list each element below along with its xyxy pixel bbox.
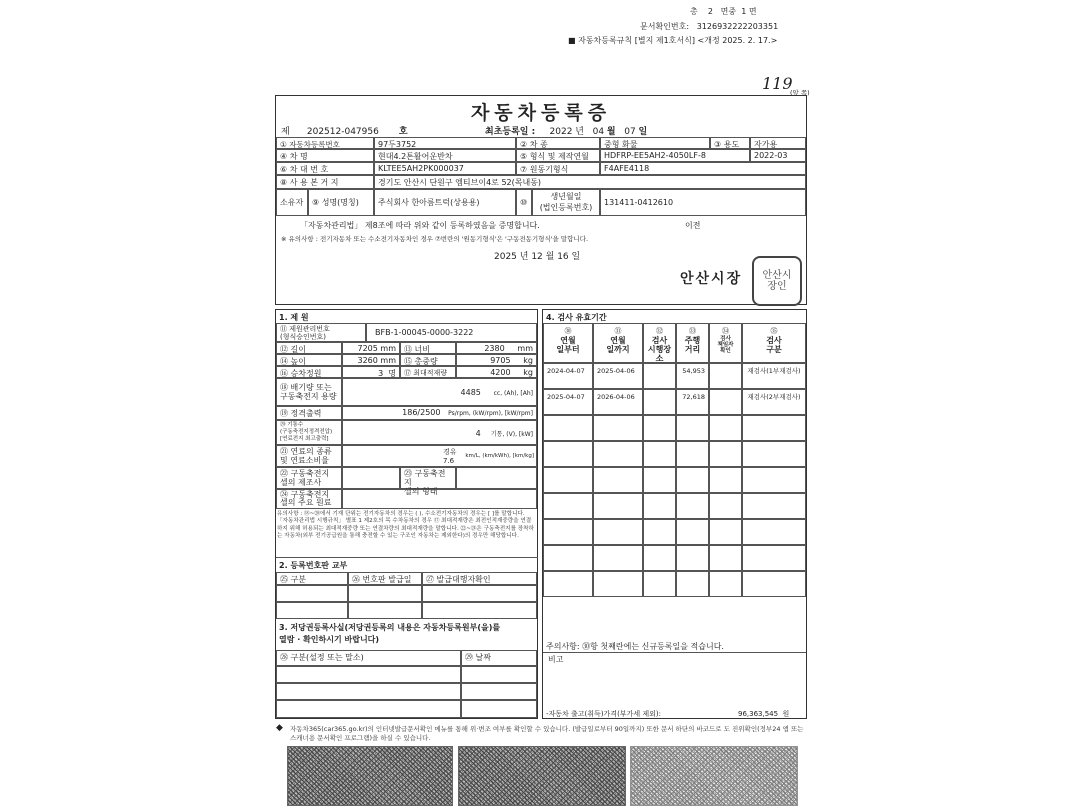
- first-reg-month: 04: [592, 127, 605, 137]
- spec-label-battery-material: ㉔ 구동축전지 셀의 주요 원료: [276, 489, 342, 509]
- plate-col-type: ㉕ 구분: [276, 572, 348, 585]
- spec-label-gross-weight: ⑮ 총중량: [400, 354, 456, 366]
- month-unit: 월: [606, 127, 616, 137]
- inspection-empty-cell: [676, 545, 709, 571]
- inspection-empty-cell: [742, 493, 806, 519]
- plate-row-1-date: [348, 585, 422, 602]
- field-value-type: 중형 화물: [600, 137, 710, 149]
- spec-value-gross-weight: [456, 354, 537, 366]
- inspection-empty-cell: [709, 519, 742, 545]
- inspection-cell-checker: [709, 363, 742, 389]
- seal-text: 안산시장인: [762, 270, 792, 292]
- max-load-unit: kg: [523, 368, 533, 377]
- inspection-empty-cell: [643, 545, 676, 571]
- inspection-empty-cell: [676, 415, 709, 441]
- spec-label-width: ⑬ 너비: [400, 342, 456, 354]
- spec-label-cylinders: ⑳ 기통수 (구동축전지정격전압) [연료전지 최고출력]: [276, 420, 342, 445]
- owner-birth-value: 131411-0412610: [600, 189, 806, 216]
- inspection-empty-cell: [676, 493, 709, 519]
- inspection-empty-cell: [643, 519, 676, 545]
- inspection-empty-cell: [643, 467, 676, 493]
- field-value-name: 현대4.2톤활어운반차: [374, 149, 516, 162]
- owner-name-label: ⑨ 성명(명칭): [308, 189, 374, 216]
- inspection-col-label: 연월 일까지: [606, 336, 630, 354]
- inspection-col-number: ㉟: [770, 327, 778, 335]
- inspection-empty-cell: [593, 545, 643, 571]
- power-unit: Ps/rpm, (kW/rpm), [kW/rpm]: [448, 410, 533, 417]
- spec-value-cylinders: [342, 420, 537, 445]
- field-value-model: HDFRP-EE5AH2-4050LF-8: [600, 149, 750, 162]
- owner-birth-label: 생년월일 (법인등록번호): [532, 189, 600, 216]
- inspection-empty-cell: [543, 467, 593, 493]
- inspection-empty-cell: [742, 441, 806, 467]
- price-unit: 원: [782, 710, 790, 718]
- fuel-efficiency: 7.6: [443, 457, 455, 465]
- inspection-empty-cell: [543, 493, 593, 519]
- inspection-col-label: 주행 거리: [684, 336, 701, 354]
- plate-row-1: [276, 585, 348, 602]
- inspection-col-mileage: [676, 323, 709, 363]
- spec-note: 유의사항 : ⑱~⑳에서 기재 단위는 전기자동차의 경우는 ( ), 수소전기자동차의 경우는 [ ]를 말합니다. 「자동차관리법 시행규칙」 별표 1 제2호의 목 수차동차의 경우 ⑰ 최대적재량은 최전인적재중량을 연결하지 위해 허용되는 최대적재중량 또는 연결차량의 최대적재량을 말합니다. ㉒~㉔은 구동축전지를 장착하는 자동차(외부 전기공급원을 통해 충전할 수 있는 구조인 자동차는 제외한다)의 경우만 해당합니다.: [277, 511, 534, 540]
- field-value-use: 자가용: [750, 137, 806, 149]
- barcode-1: [287, 746, 453, 806]
- certification-text: 「자동차관리법」 제8조에 따라 위와 같이 등록하였음을 증명합니다.: [300, 221, 540, 230]
- doc-confirm-number: [640, 21, 778, 32]
- reg-no-suffix: 호: [398, 127, 408, 137]
- spec-label-battery-type: ㉓ 구동축전지 셀의 형태: [400, 467, 456, 489]
- inspection-col-number: ㉝: [689, 327, 696, 335]
- inspection-col-checker: [709, 323, 742, 363]
- field-label-type: ② 차 종: [516, 137, 600, 149]
- inspection-col-place: [643, 323, 676, 363]
- cylinders-value: 4: [475, 429, 481, 438]
- spec-value-displacement: [342, 378, 537, 406]
- spec-value-seats: [342, 366, 400, 378]
- lien-row-2-date: [461, 683, 537, 700]
- spec-label-height: ⑭ 높이: [276, 354, 342, 366]
- spec-label-seats: ⑯ 승차정원: [276, 366, 342, 378]
- inspection-empty-cell: [709, 441, 742, 467]
- remarks-label: 비고: [548, 655, 564, 664]
- remarks-line: [543, 652, 806, 653]
- length-unit: mm: [380, 344, 396, 353]
- lien-col-type: ㉘ 구분(설정 또는 말소): [276, 650, 461, 666]
- inspection-empty-cell: [643, 415, 676, 441]
- inspection-col-to: [593, 323, 643, 363]
- plate-top-line: [276, 557, 538, 558]
- lien-row-3-date: [461, 700, 537, 718]
- power-value: 186/2500: [402, 408, 441, 417]
- displacement-value: 4485: [460, 388, 481, 397]
- inspection-empty-cell: [742, 519, 806, 545]
- inspection-empty-cell: [543, 571, 593, 597]
- fuel-type: 경유: [443, 448, 457, 456]
- front-label: (앞 쪽): [790, 89, 810, 97]
- field-value-plate: 97두3752: [374, 137, 516, 149]
- total-label: 총: [690, 7, 698, 16]
- lien-row-1: [276, 666, 461, 683]
- field-value-address: 경기도 안산시 단원구 엠티브이4로 52(목내동): [374, 175, 806, 189]
- page-suffix: 면: [748, 7, 757, 16]
- inspection-empty-cell: [709, 467, 742, 493]
- field-value-engine: F4AFE4118: [600, 162, 806, 175]
- inspection-cell-mileage: 54,953: [676, 363, 709, 389]
- inspection-cell-type: 재검사(1부재검사): [742, 363, 806, 389]
- max-load-value: 4200: [490, 368, 511, 377]
- inspection-cell-mileage: 72,618: [676, 389, 709, 415]
- reg-no-prefix: 제: [281, 127, 290, 137]
- inspection-cell-from: 2025-04-07: [543, 389, 593, 415]
- plate-col-agent: ㉗ 발급대행자확인: [422, 572, 537, 585]
- spec-value-max-load: [456, 366, 537, 378]
- spec-label-length: ⑫ 길이: [276, 342, 342, 354]
- certification-right: 이전: [685, 221, 701, 230]
- inspection-empty-cell: [543, 415, 593, 441]
- reg-no-value: 202512-047956: [306, 127, 379, 137]
- cylinders-unit: 기통, (V), [kW]: [490, 431, 533, 438]
- doc-no-label: 문서확인번호:: [640, 22, 690, 31]
- total-pages: 2: [707, 7, 713, 16]
- spec-value-fuel: [342, 445, 537, 467]
- spec-label-max-load: ⑰ 최대적재량: [400, 366, 456, 378]
- seats-value: 3: [378, 369, 384, 378]
- inspection-col-from: [543, 323, 593, 363]
- lien-row-3: [276, 700, 461, 718]
- field-value-manufacture-date: 2022-03: [750, 149, 806, 162]
- lien-col-date: ㉙ 날짜: [461, 650, 537, 666]
- owner-label: 소유자: [276, 189, 308, 216]
- inspection-note: 주의사항: ㉚항 첫째란에는 신규등록일을 적습니다.: [546, 642, 724, 651]
- price-amount: 96,363,545: [738, 710, 779, 718]
- lien-row-2: [276, 683, 461, 700]
- inspection-col-number: ㉜: [656, 327, 663, 335]
- inspection-col-number: ㉞: [722, 327, 729, 335]
- inspection-empty-cell: [543, 441, 593, 467]
- owner-birth-no: ⑩: [516, 189, 532, 216]
- inspection-heading: 4. 검사 유효기간: [546, 313, 607, 322]
- barcode-2: [458, 746, 626, 806]
- spec-label-id: ⑪ 제원관리번호 (형식승인번호): [276, 323, 366, 342]
- inspection-empty-cell: [742, 545, 806, 571]
- inspection-empty-cell: [709, 415, 742, 441]
- spec-label-battery-maker: ㉒ 구동축전지 셀의 제조사: [276, 467, 342, 489]
- diamond-icon: ◆: [276, 723, 283, 733]
- field-label-name: ④ 차 명: [276, 149, 374, 162]
- year-unit: 년: [575, 127, 584, 137]
- notice-text: ※ 유의사항 : 전기자동차 또는 수소전기자동차인 경우 ⑦번란의 '원동기형식'은 '구동전동기형식'을 말합니다.: [281, 235, 589, 243]
- price-label: -자동차 출고(취득)가격(부가세 제외):: [546, 710, 661, 718]
- inspection-col-label: 검사 책임자 확인: [717, 336, 734, 354]
- lien-heading: 3. 저당권등록사실(저당권등록의 내용은 자동차등록원부(을)를 열람 · 확인하시기 바랍니다): [279, 623, 501, 644]
- inspection-empty-cell: [593, 519, 643, 545]
- page-no: 1: [741, 7, 747, 16]
- inspection-empty-cell: [709, 571, 742, 597]
- seats-unit: 명: [388, 369, 396, 378]
- inspection-cell-type: 재검사(2부재검사): [742, 389, 806, 415]
- field-label-model: ⑤ 형식 및 제작연월: [516, 149, 600, 162]
- field-label-engine: ⑦ 원동기형식: [516, 162, 600, 175]
- inspection-empty-cell: [593, 415, 643, 441]
- first-reg-label: 최초등록일 :: [485, 127, 536, 137]
- inspection-empty-cell: [742, 467, 806, 493]
- first-registration-date: [485, 124, 647, 137]
- page-count: [690, 6, 757, 17]
- spec-value-battery-material: [342, 489, 537, 509]
- plate-heading: 2. 등록번호판 교부: [279, 561, 348, 570]
- inspection-empty-cell: [593, 493, 643, 519]
- issue-date: 2025 년 12 월 16 일: [494, 252, 581, 262]
- page-label: 면중: [720, 7, 737, 16]
- handwritten-note: 119: [762, 74, 793, 93]
- height-value: 3260: [357, 356, 378, 365]
- fuel-unit: km/L, (km/kWh), [km/kg]: [465, 453, 534, 459]
- inspection-cell-from: 2024-04-07: [543, 363, 593, 389]
- inspection-empty-cell: [643, 571, 676, 597]
- spec-value-length: [342, 342, 400, 354]
- inspection-empty-cell: [709, 545, 742, 571]
- inspection-cell-place: [643, 389, 676, 415]
- inspection-empty-cell: [742, 571, 806, 597]
- plate-row-2-date: [348, 602, 422, 619]
- inspection-col-type: [742, 323, 806, 363]
- inspection-cell-place: [643, 363, 676, 389]
- inspection-col-number: ㉛: [614, 327, 622, 335]
- registration-number: [281, 124, 408, 137]
- inspection-empty-cell: [676, 571, 709, 597]
- field-label-vin: ⑥ 차 대 번 호: [276, 162, 374, 175]
- inspection-empty-cell: [742, 415, 806, 441]
- inspection-empty-cell: [593, 441, 643, 467]
- inspection-cell-to: 2025-04-06: [593, 363, 643, 389]
- spec-value-battery-type: [456, 467, 537, 489]
- spec-value-id: BFB-1-00045-0000-3222: [366, 323, 537, 342]
- gross-weight-unit: kg: [523, 356, 533, 365]
- footer-note: 자동차365(car365.go.kr)의 인터넷발급문서확인 메뉴를 통해 위·변조 여부를 확인할 수 있습니다. (발급일로부터 90일까지) 또한 문서 하단의 바코드로 도 진위확인(정부24 앱 또는 스캐너용 문서확인 프로그램)을 하실 수 있습니다.: [290, 725, 804, 742]
- width-unit: mm: [517, 344, 533, 353]
- inspection-empty-cell: [676, 519, 709, 545]
- inspection-col-label: 검사 구분: [766, 336, 782, 354]
- inspection-col-label: 연월 일부터: [556, 336, 580, 354]
- plate-col-date: ㉖ 번호판 발급일: [348, 572, 422, 585]
- doc-no-value: 3126932222203351: [696, 22, 779, 31]
- length-value: 7205: [357, 344, 378, 353]
- spec-label-power: ⑲ 정격출력: [276, 406, 342, 420]
- inspection-col-label: 검사 시행장소: [647, 336, 672, 363]
- inspection-empty-cell: [543, 519, 593, 545]
- inspection-cell-checker: [709, 389, 742, 415]
- height-unit: mm: [380, 356, 396, 365]
- regulation-line: ■ 자동차등록규칙 [별지 제1호서식] <개정 2025. 2. 17.>: [568, 36, 778, 45]
- displacement-unit: cc, (Ah), [Ah]: [493, 390, 533, 397]
- inspection-empty-cell: [709, 493, 742, 519]
- day-unit: 일: [638, 127, 648, 137]
- owner-name-value: 주식회사 한아름트럭(상용용): [374, 189, 516, 216]
- spec-value-width: [456, 342, 537, 354]
- spec-label-fuel: ㉑ 연료의 종류 및 연료소비율: [276, 445, 342, 467]
- inspection-empty-cell: [543, 545, 593, 571]
- spec-heading: 1. 제 원: [279, 313, 309, 322]
- barcode-3: [630, 746, 798, 806]
- field-label-plate: ① 자동차등록번호: [276, 137, 374, 149]
- inspection-empty-cell: [593, 467, 643, 493]
- first-reg-day: 07: [624, 127, 636, 137]
- spec-value-power: [342, 406, 537, 420]
- width-value: 2380: [484, 344, 505, 353]
- plate-row-2: [276, 602, 348, 619]
- official-seal: [752, 256, 802, 306]
- inspection-empty-cell: [676, 441, 709, 467]
- spec-value-height: [342, 354, 400, 366]
- lien-row-1-date: [461, 666, 537, 683]
- issuer-name: 안산시장: [680, 271, 743, 287]
- inspection-empty-cell: [676, 467, 709, 493]
- inspection-cell-to: 2026-04-06: [593, 389, 643, 415]
- field-label-address: ⑧ 사 용 본 거 지: [276, 175, 374, 189]
- plate-row-2-agent: [422, 602, 537, 619]
- inspection-empty-cell: [643, 493, 676, 519]
- field-value-vin: KLTEE5AH2PK000037: [374, 162, 516, 175]
- gross-weight-value: 9705: [490, 356, 511, 365]
- inspection-empty-cell: [643, 441, 676, 467]
- price-value: [738, 709, 789, 719]
- inspection-col-number: ㉚: [564, 327, 572, 335]
- document-title: 자동차등록증: [470, 102, 612, 124]
- spec-label-displacement: ⑱ 배기량 또는 구동축전지 용량: [276, 378, 342, 406]
- plate-row-1-agent: [422, 585, 537, 602]
- field-label-use: ③ 용도: [710, 137, 750, 149]
- inspection-empty-cell: [593, 571, 643, 597]
- spec-value-battery-maker: [342, 467, 400, 489]
- first-reg-year: 2022: [549, 127, 573, 137]
